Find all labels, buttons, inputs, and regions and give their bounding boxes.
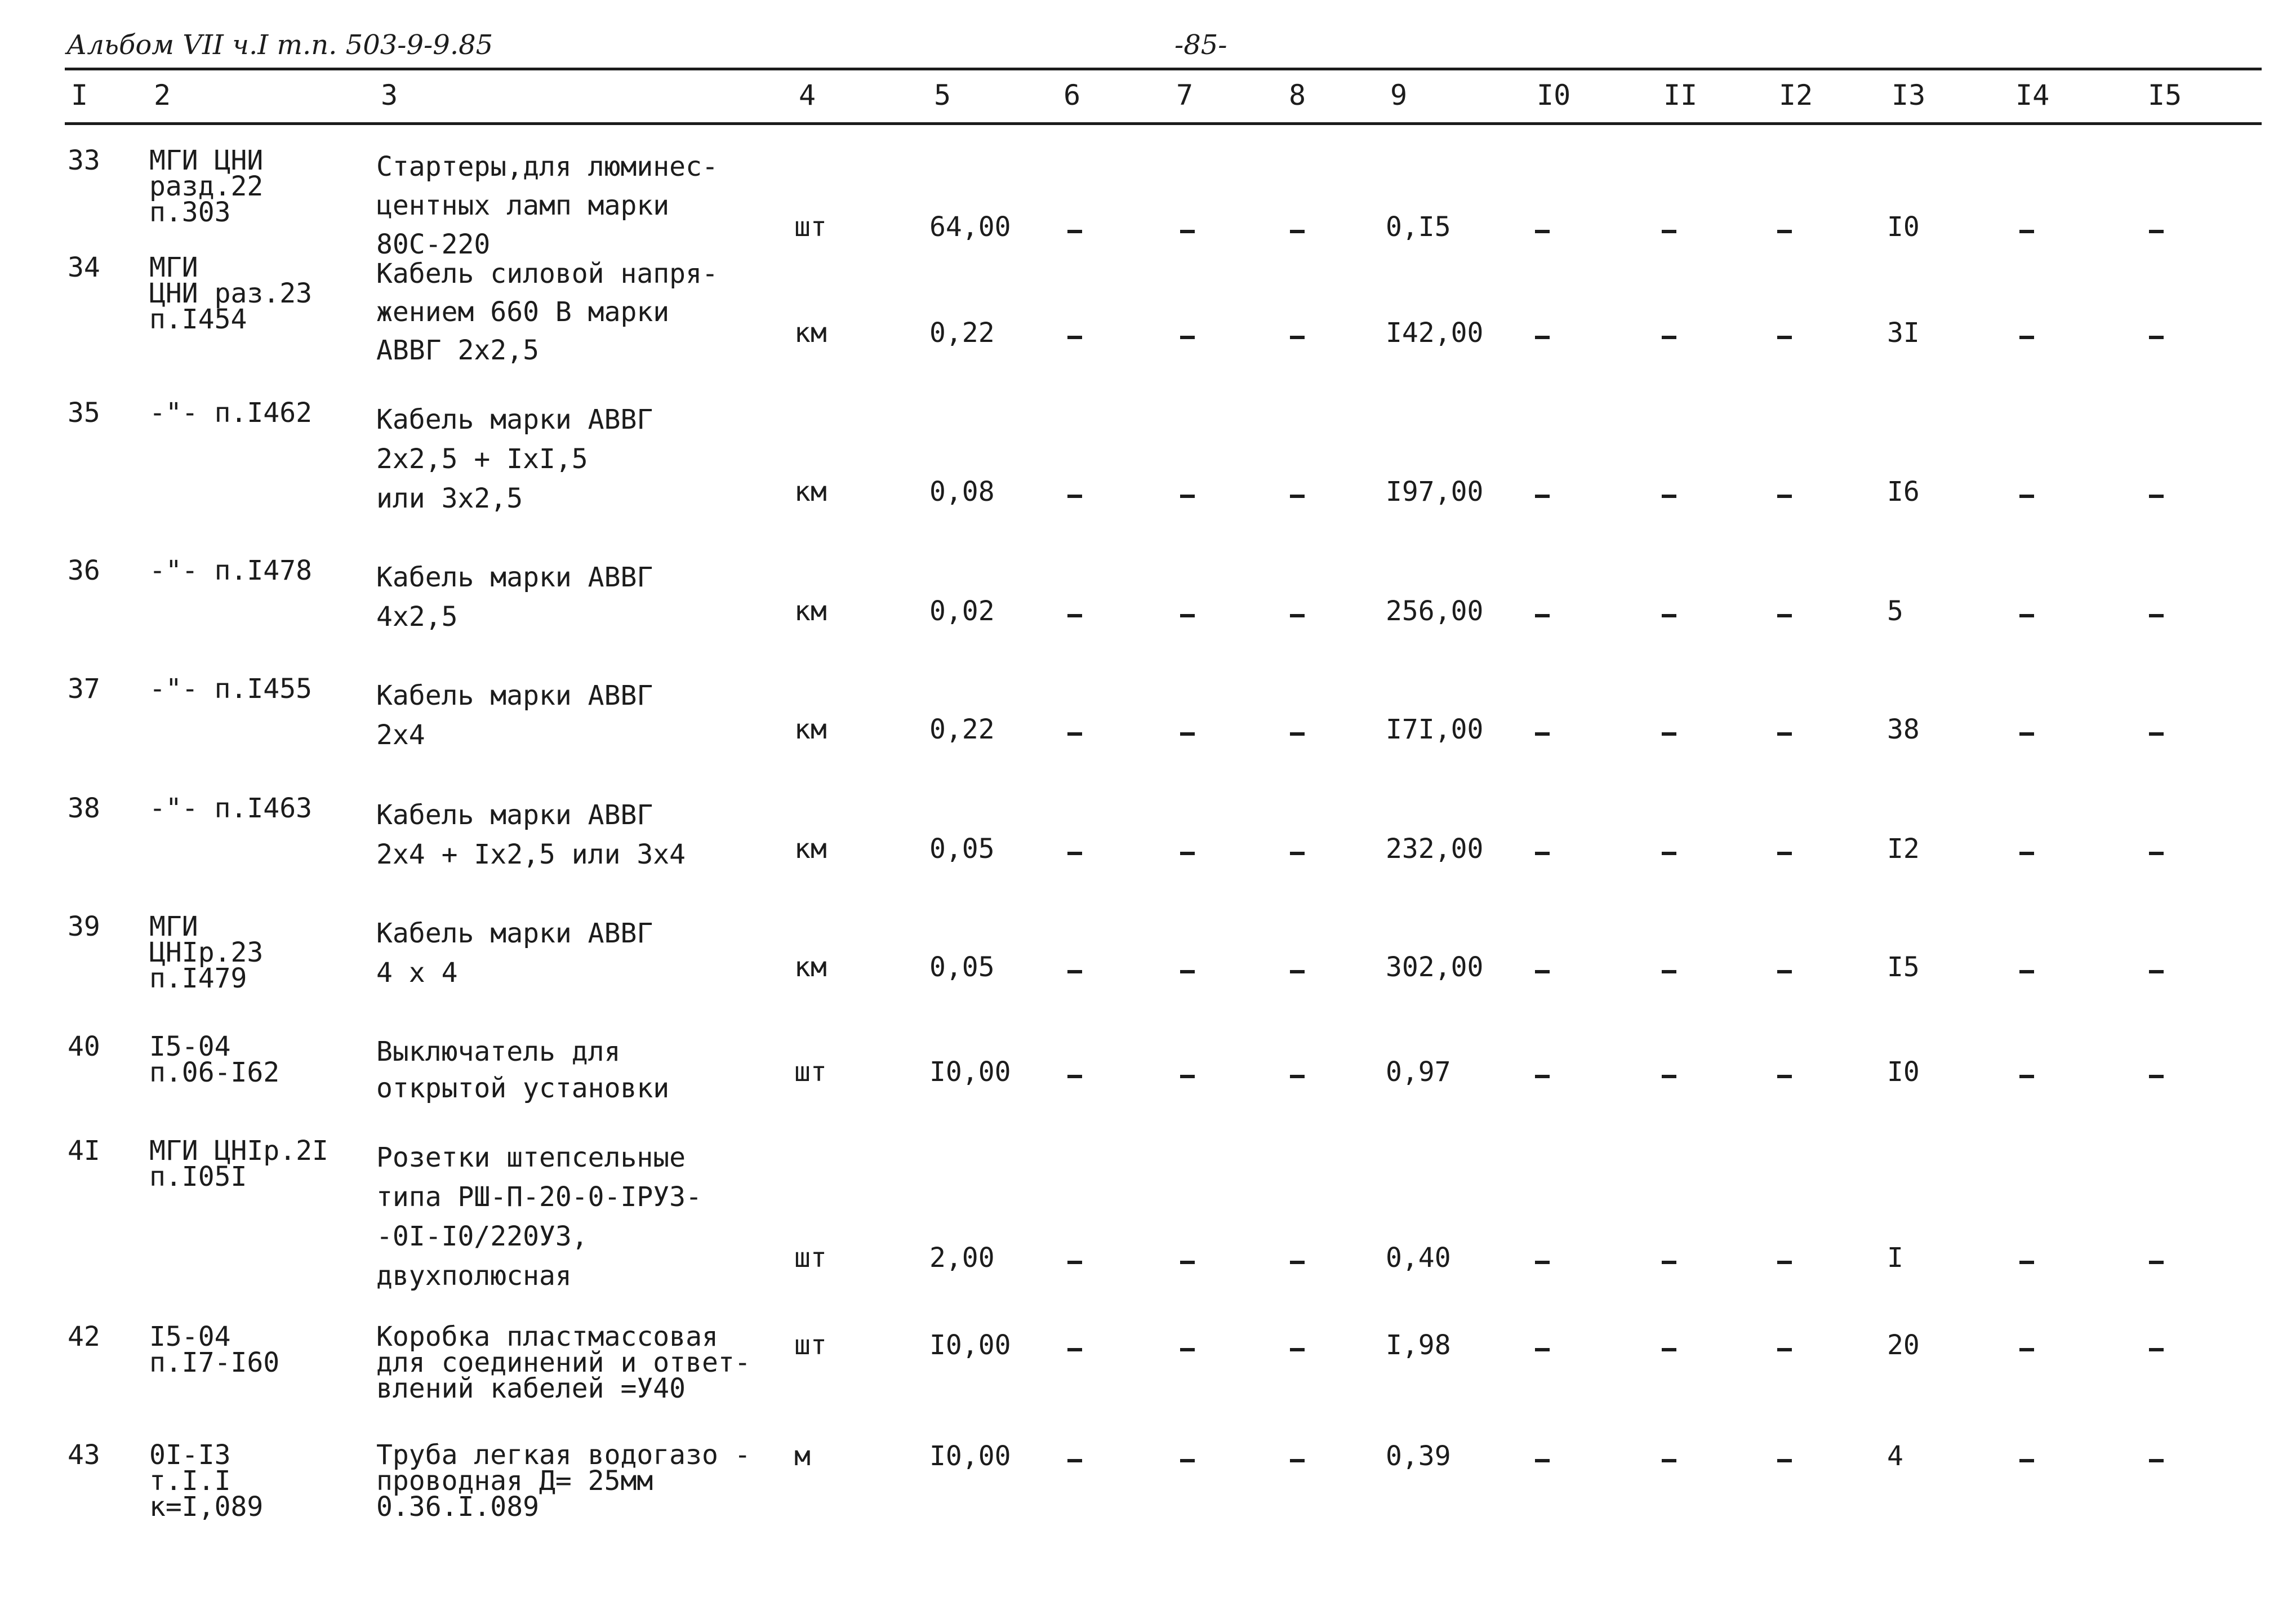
empty-cell-dash xyxy=(1290,1261,1305,1264)
unit: км xyxy=(794,595,827,627)
source-reference xyxy=(149,793,312,824)
unit-price: 0,I5 xyxy=(1386,211,1451,243)
item-name xyxy=(376,255,718,370)
empty-cell-dash xyxy=(1290,230,1305,233)
unit: км xyxy=(794,833,827,865)
column-header: 4 xyxy=(799,79,816,112)
column-header: 3 xyxy=(381,79,398,112)
column-13-value: 20 xyxy=(1887,1329,1920,1361)
empty-cell-dash xyxy=(1067,230,1082,233)
empty-cell-dash xyxy=(1535,852,1550,855)
empty-cell-dash xyxy=(1067,852,1082,855)
source-line: -"- п.I462 xyxy=(149,397,312,429)
empty-cell-dash xyxy=(1777,495,1792,498)
item-name xyxy=(376,148,718,264)
empty-cell-dash xyxy=(1662,336,1676,339)
column-header: 5 xyxy=(934,79,951,112)
empty-cell-dash xyxy=(1777,1261,1792,1264)
row-number: 4I xyxy=(68,1135,100,1167)
item-name xyxy=(376,1439,751,1523)
column-13-value: I0 xyxy=(1887,1056,1920,1088)
source-reference xyxy=(149,911,264,994)
source-line: п.303 xyxy=(149,197,231,228)
empty-cell-dash xyxy=(1290,1348,1305,1351)
empty-cell-dash xyxy=(1535,1075,1550,1078)
empty-cell-dash xyxy=(1290,732,1305,736)
source-reference xyxy=(149,397,312,429)
source-reference xyxy=(149,1439,264,1523)
empty-cell-dash xyxy=(1180,970,1195,973)
empty-cell-dash xyxy=(2149,614,2164,617)
unit: шт xyxy=(794,211,827,243)
item-name-line: 2х4 + Iх2,5 или 3х4 xyxy=(376,839,686,870)
quantity: I0,00 xyxy=(929,1440,1011,1472)
source-reference xyxy=(149,145,264,228)
item-name-line: центных ламп марки xyxy=(376,190,670,221)
empty-cell-dash xyxy=(2019,1075,2034,1078)
empty-cell-dash xyxy=(1777,614,1792,617)
item-name-line: открытой установки xyxy=(376,1073,670,1104)
source-line: к=I,089 xyxy=(149,1491,264,1523)
source-line: ЦНИ раз.23 xyxy=(149,278,312,309)
empty-cell-dash xyxy=(1067,495,1082,498)
empty-cell-dash xyxy=(1067,1075,1082,1078)
empty-cell-dash xyxy=(2149,852,2164,855)
empty-cell-dash xyxy=(1662,1075,1676,1078)
item-name-line: проводная Д= 25мм xyxy=(376,1465,653,1497)
item-name-line: жением 660 В марки xyxy=(376,296,670,328)
source-line: п.06-I62 xyxy=(149,1057,280,1088)
empty-cell-dash xyxy=(1180,852,1195,855)
row-number: 42 xyxy=(68,1321,100,1353)
column-header: II xyxy=(1663,79,1698,112)
empty-cell-dash xyxy=(2019,495,2034,498)
empty-cell-dash xyxy=(1662,230,1676,233)
empty-cell-dash xyxy=(1535,1459,1550,1462)
source-line: разд.22 xyxy=(149,171,264,202)
unit-price: I42,00 xyxy=(1386,317,1484,349)
quantity: I0,00 xyxy=(929,1056,1011,1088)
column-13-value: I5 xyxy=(1887,951,1920,983)
unit-price: 302,00 xyxy=(1386,951,1484,983)
empty-cell-dash xyxy=(1535,970,1550,973)
empty-cell-dash xyxy=(1067,614,1082,617)
unit: шт xyxy=(794,1329,827,1361)
empty-cell-dash xyxy=(1662,1459,1676,1462)
empty-cell-dash xyxy=(1777,852,1792,855)
empty-cell-dash xyxy=(1290,614,1305,617)
empty-cell-dash xyxy=(1180,732,1195,736)
unit-price: 0,40 xyxy=(1386,1242,1451,1274)
column-header: 8 xyxy=(1289,79,1306,112)
item-name-line: Кабель марки АВВГ xyxy=(376,918,653,949)
source-line: п.I454 xyxy=(149,304,247,335)
source-line: МГИ xyxy=(149,252,198,283)
empty-cell-dash xyxy=(1067,1459,1082,1462)
source-reference xyxy=(149,1321,280,1378)
column-header: 7 xyxy=(1176,79,1194,112)
column-header: 6 xyxy=(1064,79,1081,112)
unit: км xyxy=(794,951,827,983)
source-line: -"- п.I478 xyxy=(149,555,312,586)
empty-cell-dash xyxy=(1777,1459,1792,1462)
item-name xyxy=(376,1321,751,1404)
empty-cell-dash xyxy=(2149,1459,2164,1462)
empty-cell-dash xyxy=(1535,336,1550,339)
empty-cell-dash xyxy=(1290,336,1305,339)
item-name-line: Выключатель для xyxy=(376,1036,621,1067)
unit-price: 256,00 xyxy=(1386,595,1484,627)
quantity: 0,05 xyxy=(929,833,995,865)
empty-cell-dash xyxy=(2019,732,2034,736)
unit-price: I,98 xyxy=(1386,1329,1451,1361)
empty-cell-dash xyxy=(1662,732,1676,736)
item-name-line: двухполюсная xyxy=(376,1260,572,1292)
empty-cell-dash xyxy=(1535,1261,1550,1264)
header-rule-top xyxy=(65,68,2262,70)
column-13-value: I0 xyxy=(1887,211,1920,243)
empty-cell-dash xyxy=(2019,230,2034,233)
empty-cell-dash xyxy=(2149,230,2164,233)
item-name-line: Стартеры,для люминес- xyxy=(376,151,718,183)
empty-cell-dash xyxy=(2019,1348,2034,1351)
item-name xyxy=(376,1034,669,1107)
item-name xyxy=(376,1138,702,1296)
column-13-value: I xyxy=(1887,1242,1903,1274)
empty-cell-dash xyxy=(2019,970,2034,973)
row-number: 36 xyxy=(68,555,100,586)
header-rule-bottom xyxy=(65,122,2262,125)
empty-cell-dash xyxy=(1067,732,1082,736)
unit-price: 0,97 xyxy=(1386,1056,1451,1088)
item-name-line: Кабель марки АВВГ xyxy=(376,404,653,435)
column-header: I xyxy=(71,79,88,112)
row-number: 39 xyxy=(68,911,100,942)
empty-cell-dash xyxy=(1290,495,1305,498)
empty-cell-dash xyxy=(1777,732,1792,736)
empty-cell-dash xyxy=(1777,1348,1792,1351)
column-header: I5 xyxy=(2148,79,2182,112)
empty-cell-dash xyxy=(2149,1261,2164,1264)
empty-cell-dash xyxy=(1662,852,1676,855)
source-line: 0I-I3 xyxy=(149,1439,231,1471)
unit: шт xyxy=(794,1242,827,1274)
row-number: 38 xyxy=(68,793,100,824)
source-line: ЦНIр.23 xyxy=(149,937,264,968)
source-line: -"- п.I463 xyxy=(149,793,312,824)
quantity: 0,05 xyxy=(929,951,995,983)
unit-price: I7I,00 xyxy=(1386,714,1484,745)
source-reference xyxy=(149,252,312,335)
item-name-line: Коробка пластмассовая xyxy=(376,1321,718,1353)
empty-cell-dash xyxy=(1067,336,1082,339)
empty-cell-dash xyxy=(1662,614,1676,617)
row-number: 40 xyxy=(68,1031,100,1062)
empty-cell-dash xyxy=(1180,1348,1195,1351)
empty-cell-dash xyxy=(1662,1261,1676,1264)
empty-cell-dash xyxy=(1180,614,1195,617)
empty-cell-dash xyxy=(1290,852,1305,855)
source-reference xyxy=(149,1135,328,1193)
empty-cell-dash xyxy=(2019,336,2034,339)
unit-price: 0,39 xyxy=(1386,1440,1451,1472)
column-13-value: 38 xyxy=(1887,714,1920,745)
empty-cell-dash xyxy=(1067,970,1082,973)
empty-cell-dash xyxy=(1067,1348,1082,1351)
item-name-line: Кабель марки АВВГ xyxy=(376,562,653,593)
row-number: 33 xyxy=(68,145,100,176)
source-line: п.I7-I60 xyxy=(149,1347,280,1378)
empty-cell-dash xyxy=(1290,1075,1305,1078)
page-number: -85- xyxy=(1174,29,1227,61)
empty-cell-dash xyxy=(1662,970,1676,973)
item-name xyxy=(376,676,653,755)
source-reference xyxy=(149,555,312,586)
empty-cell-dash xyxy=(2019,852,2034,855)
empty-cell-dash xyxy=(1535,1348,1550,1351)
item-name-line: или 3х2,5 xyxy=(376,483,523,514)
column-13-value: 4 xyxy=(1887,1440,1903,1472)
item-name-line: Кабель марки АВВГ xyxy=(376,680,653,711)
source-reference xyxy=(149,673,312,705)
empty-cell-dash xyxy=(1662,495,1676,498)
item-name xyxy=(376,558,653,637)
column-header: I4 xyxy=(2015,79,2050,112)
column-header: 2 xyxy=(154,79,171,112)
item-name-line: Труба легкая водогазо - xyxy=(376,1439,751,1471)
unit: м xyxy=(794,1440,811,1472)
empty-cell-dash xyxy=(2019,1261,2034,1264)
empty-cell-dash xyxy=(2019,1459,2034,1462)
quantity: 0,22 xyxy=(929,317,995,349)
source-line: п.I05I xyxy=(149,1161,247,1193)
source-line: МГИ xyxy=(149,911,198,942)
item-name-line: 0.36.I.089 xyxy=(376,1491,539,1523)
source-line: -"- п.I455 xyxy=(149,673,312,705)
empty-cell-dash xyxy=(2149,732,2164,736)
row-number: 35 xyxy=(68,397,100,429)
item-name xyxy=(376,795,686,874)
empty-cell-dash xyxy=(1180,1075,1195,1078)
row-number: 34 xyxy=(68,252,100,283)
empty-cell-dash xyxy=(1662,1348,1676,1351)
column-13-value: I2 xyxy=(1887,833,1920,865)
empty-cell-dash xyxy=(1180,495,1195,498)
row-number: 43 xyxy=(68,1439,100,1471)
item-name-line: Кабель марки АВВГ xyxy=(376,799,653,831)
empty-cell-dash xyxy=(1067,1261,1082,1264)
item-name-line: 4х2,5 xyxy=(376,601,458,633)
column-header: 9 xyxy=(1390,79,1408,112)
quantity: 0,02 xyxy=(929,595,995,627)
source-line: т.I.I xyxy=(149,1465,231,1497)
quantity: 2,00 xyxy=(929,1242,995,1274)
empty-cell-dash xyxy=(1180,1459,1195,1462)
unit-price: 232,00 xyxy=(1386,833,1484,865)
column-13-value: 5 xyxy=(1887,595,1903,627)
unit: км xyxy=(794,476,827,508)
unit: км xyxy=(794,714,827,745)
unit-price: I97,00 xyxy=(1386,476,1484,508)
item-name-line: типа РШ-П-20-0-IРУ3- xyxy=(376,1181,702,1213)
item-name-line: -0I-I0/220У3, xyxy=(376,1221,588,1252)
item-name-line: 80С-220 xyxy=(376,229,491,260)
document-header: Альбом VII ч.I т.п. 503-9-9.85 xyxy=(66,29,493,61)
item-name-line: 2х2,5 + IхI,5 xyxy=(376,443,588,475)
item-name xyxy=(376,914,653,993)
empty-cell-dash xyxy=(2149,336,2164,339)
item-name-line: для соединений и ответ- xyxy=(376,1347,751,1378)
empty-cell-dash xyxy=(1180,1261,1195,1264)
empty-cell-dash xyxy=(2149,1348,2164,1351)
empty-cell-dash xyxy=(2149,970,2164,973)
empty-cell-dash xyxy=(2149,1075,2164,1078)
item-name-line: влений кабелей =У40 xyxy=(376,1373,686,1404)
quantity: I0,00 xyxy=(929,1329,1011,1361)
column-header: I2 xyxy=(1779,79,1813,112)
unit: км xyxy=(794,317,827,349)
column-header: I0 xyxy=(1537,79,1571,112)
source-line: МГИ ЦНИ xyxy=(149,145,264,176)
source-reference xyxy=(149,1031,280,1088)
empty-cell-dash xyxy=(1180,336,1195,339)
empty-cell-dash xyxy=(1535,495,1550,498)
source-line: МГИ ЦНIр.2I xyxy=(149,1135,328,1167)
empty-cell-dash xyxy=(2149,495,2164,498)
column-13-value: I6 xyxy=(1887,476,1920,508)
item-name-line: АВВГ 2х2,5 xyxy=(376,335,539,366)
empty-cell-dash xyxy=(1535,230,1550,233)
empty-cell-dash xyxy=(2019,614,2034,617)
empty-cell-dash xyxy=(1290,970,1305,973)
item-name-line: Кабель силовой напря- xyxy=(376,258,718,290)
quantity: 0,08 xyxy=(929,476,995,508)
unit: шт xyxy=(794,1056,827,1088)
item-name xyxy=(376,400,653,518)
source-line: I5-04 xyxy=(149,1031,231,1062)
item-name-line: 2х4 xyxy=(376,719,425,751)
empty-cell-dash xyxy=(1535,614,1550,617)
column-13-value: 3I xyxy=(1887,317,1920,349)
empty-cell-dash xyxy=(1777,970,1792,973)
quantity: 64,00 xyxy=(929,211,1011,243)
item-name-line: 4 х 4 xyxy=(376,957,458,989)
quantity: 0,22 xyxy=(929,714,995,745)
source-line: п.I479 xyxy=(149,963,247,994)
source-line: I5-04 xyxy=(149,1321,231,1353)
empty-cell-dash xyxy=(1777,336,1792,339)
column-header: I3 xyxy=(1892,79,1926,112)
item-name-line: Розетки штепсельные xyxy=(376,1142,686,1173)
empty-cell-dash xyxy=(1535,732,1550,736)
empty-cell-dash xyxy=(1290,1459,1305,1462)
empty-cell-dash xyxy=(1777,230,1792,233)
row-number: 37 xyxy=(68,673,100,705)
empty-cell-dash xyxy=(1777,1075,1792,1078)
empty-cell-dash xyxy=(1180,230,1195,233)
